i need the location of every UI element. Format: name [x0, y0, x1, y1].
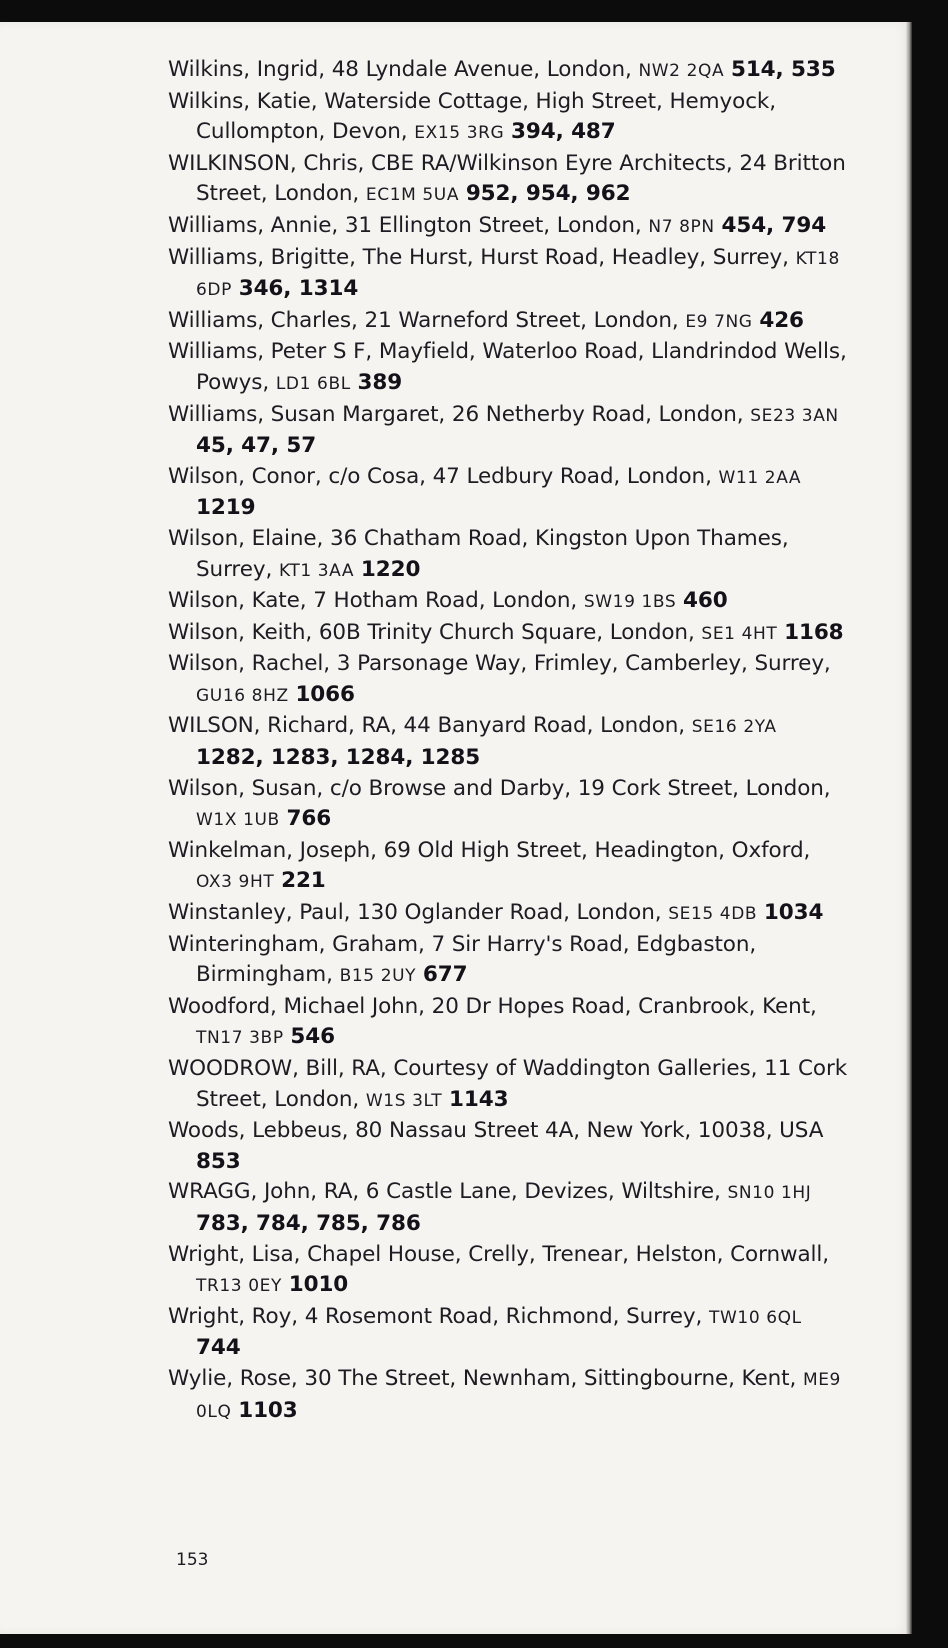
- entry-refs: 426: [759, 307, 804, 333]
- index-entry: [168, 462, 848, 524]
- index-entry: [168, 211, 848, 243]
- entry-name: Williams, Annie,: [168, 212, 339, 238]
- entry-refs: 45, 47, 57: [196, 433, 317, 459]
- entry-postcode: W1X 1UB: [196, 810, 280, 831]
- entry-postcode: EC1M 5UA: [365, 185, 460, 206]
- entry-address: 31 Ellington Street, London,: [344, 212, 642, 238]
- entry-name: Wilkins, Ingrid,: [168, 57, 325, 82]
- index-entry: [168, 1116, 848, 1177]
- page-number: 153: [176, 1550, 209, 1570]
- entry-address: Waterside Cottage, High Street, Hemyock, Cullompton, Devon,: [196, 88, 777, 145]
- entry-postcode: W11 2AA: [718, 467, 802, 488]
- entry-name: Wilson, Kate,: [168, 588, 307, 614]
- entry-postcode: W1S 3LT: [365, 1090, 443, 1111]
- entry-name: Woods, Lebbeus,: [168, 1118, 349, 1144]
- index-entry: [168, 836, 848, 898]
- entry-refs: 744: [196, 1335, 241, 1361]
- index-entry: [168, 1054, 848, 1116]
- entry-name: Wilkins, Katie,: [168, 88, 318, 114]
- entry-refs: 1219: [196, 495, 256, 521]
- index-entry: [168, 243, 848, 306]
- entry-address: c/o Browse and Darby, 19 Cork Street, London,: [329, 775, 831, 801]
- entry-postcode: SE16 2YA: [691, 717, 777, 738]
- entry-address: CBE RA/Wilkinson Eyre Architects, 24 Britton Street, London,: [196, 150, 846, 207]
- entry-address: RA, Courtesy of Waddington Galleries, 11 Cork Street, London,: [196, 1056, 848, 1112]
- index-entry: [168, 711, 848, 773]
- entry-address: 60B Trinity Church Square, London,: [318, 619, 695, 645]
- entry-refs: 1010: [288, 1272, 349, 1298]
- entry-postcode: N7 8PN: [648, 216, 715, 237]
- index-entry: [168, 930, 848, 992]
- entry-postcode: TR13 0EY: [196, 1276, 282, 1297]
- index-entry: [168, 524, 848, 586]
- entry-refs: 546: [290, 1024, 335, 1050]
- entry-address: 69 Old High Street, Headington, Oxford,: [383, 837, 811, 863]
- entry-name: Williams, Brigitte,: [168, 244, 356, 270]
- entry-postcode: SE15 4DB: [668, 904, 758, 925]
- entry-refs: 766: [286, 806, 332, 832]
- entry-name: WILKINSON, Chris,: [168, 150, 365, 176]
- entry-address: 130 Oglander Road, London,: [357, 900, 662, 926]
- index-list: [168, 55, 848, 1427]
- entry-refs: 1168: [784, 619, 844, 645]
- entry-name: Wilson, Keith,: [168, 619, 313, 645]
- index-entry: [168, 618, 848, 650]
- entry-refs: 853: [196, 1148, 241, 1174]
- index-entry: [168, 149, 848, 211]
- entry-postcode: E9 7NG: [685, 311, 753, 332]
- entry-refs: 1282, 1283, 1284, 1285: [196, 745, 481, 771]
- entry-name: Winstanley, Paul,: [168, 900, 351, 926]
- entry-address: 21 Warneford Street, London,: [364, 307, 679, 333]
- entry-address: 20 Dr Hopes Road, Cranbrook, Kent,: [431, 993, 817, 1019]
- entry-name: Wright, Roy,: [168, 1303, 298, 1329]
- entry-name: Wilson, Susan,: [168, 775, 324, 801]
- entry-address: 48 Lyndale Avenue, London,: [331, 57, 632, 82]
- index-entry: [168, 1302, 848, 1364]
- entry-refs: 783, 784, 785, 786: [196, 1210, 421, 1236]
- entry-postcode: B15 2UY: [339, 966, 417, 987]
- entry-postcode: OX3 9HT: [196, 872, 275, 893]
- entry-name: Wylie, Rose,: [168, 1365, 298, 1391]
- entry-refs: 389: [357, 369, 403, 395]
- index-entry: [168, 992, 848, 1054]
- entry-postcode: SW19 1BS: [583, 592, 677, 613]
- entry-name: Woodford, Michael John,: [168, 993, 425, 1019]
- entry-postcode: SN10 1HJ: [727, 1183, 812, 1204]
- entry-address: 3 Parsonage Way, Frimley, Camberley, Surrey,: [336, 651, 831, 677]
- index-entry: [168, 306, 848, 338]
- index-entry: [168, 774, 848, 836]
- entry-address: RA, 44 Banyard Road, London,: [361, 713, 686, 739]
- entry-address: 80 Nassau Street 4A, New York, 10038, USA: [355, 1118, 824, 1144]
- entry-refs: 221: [281, 868, 326, 894]
- entry-name: Wilson, Elaine,: [168, 525, 324, 551]
- entry-refs: 1220: [360, 556, 421, 582]
- entry-name: Wright, Lisa,: [168, 1241, 301, 1267]
- entry-refs: 1143: [448, 1086, 509, 1112]
- entry-postcode: EX15 3RG: [414, 123, 505, 144]
- entry-name: Williams, Susan Margaret,: [168, 401, 446, 427]
- entry-refs: 1034: [763, 900, 824, 926]
- entry-refs: 460: [683, 588, 728, 614]
- entry-address: 4 Rosemont Road, Richmond, Surrey,: [304, 1303, 703, 1329]
- index-entry: [168, 87, 848, 149]
- entry-refs: 1103: [238, 1397, 298, 1423]
- page-edge: [906, 22, 912, 1634]
- entry-postcode: GU16 8HZ: [196, 685, 289, 706]
- index-entry: [168, 898, 848, 930]
- entry-postcode: NW2 2QA: [638, 61, 725, 81]
- entry-name: Winteringham, Graham,: [168, 931, 425, 957]
- entry-refs: 394, 487: [511, 119, 616, 145]
- entry-postcode: LD1 6BL: [275, 373, 351, 394]
- entry-postcode: SE1 4HT: [701, 623, 778, 644]
- entry-address: The Hurst, Hurst Road, Headley, Surrey,: [362, 244, 789, 270]
- entry-name: WRAGG, John,: [168, 1179, 318, 1205]
- entry-address: Mayfield, Waterloo Road, Llandrindod Wells, Powys,: [196, 339, 847, 395]
- entry-postcode: SE23 3AN: [750, 405, 839, 426]
- entry-name: Winkelman, Joseph,: [168, 837, 377, 863]
- entry-name: Williams, Peter S F,: [168, 339, 373, 365]
- entry-address: c/o Cosa, 47 Ledbury Road, London,: [328, 463, 712, 489]
- entry-name: WILSON, Richard,: [168, 713, 355, 739]
- entry-postcode: TN17 3BP: [196, 1028, 284, 1049]
- index-entry: [168, 1364, 848, 1427]
- entry-refs: 952, 954, 962: [465, 181, 631, 207]
- entry-refs: 454, 794: [721, 212, 827, 238]
- entry-refs: 346, 1314: [238, 276, 359, 302]
- entry-postcode: ME9 0LQ: [196, 1369, 841, 1422]
- entry-address: 26 Netherby Road, London,: [451, 401, 744, 427]
- entry-name: Wilson, Rachel,: [168, 651, 331, 677]
- entry-postcode: KT1 3AA: [278, 560, 355, 581]
- entry-postcode: TW10 6QL: [709, 1307, 802, 1328]
- entry-refs: 514, 535: [730, 57, 836, 82]
- entry-name: Williams, Charles,: [168, 307, 358, 333]
- entry-address: Chapel House, Crelly, Trenear, Helston, Cornwall,: [307, 1241, 830, 1267]
- entry-address: 7 Hotham Road, London,: [313, 588, 578, 614]
- index-entry: [168, 586, 848, 618]
- index-entry: [168, 1240, 848, 1302]
- entry-name: Wilson, Conor,: [168, 463, 322, 489]
- index-entry: [168, 649, 848, 711]
- entry-address: 36 Chatham Road, Kingston Upon Thames, Surrey,: [196, 525, 789, 582]
- index-entry: [168, 1177, 848, 1239]
- index-entry: [168, 400, 848, 462]
- entry-name: WOODROW, Bill,: [168, 1056, 345, 1081]
- index-entry: [168, 55, 848, 87]
- entry-refs: 1066: [295, 681, 355, 707]
- entry-postcode: KT18 6DP: [196, 248, 840, 301]
- entry-address: 30 The Street, Newnham, Sittingbourne, Kent,: [304, 1365, 797, 1391]
- entry-address: RA, 6 Castle Lane, Devizes, Wiltshire,: [323, 1179, 721, 1205]
- entry-refs: 677: [422, 962, 468, 988]
- index-entry: [168, 337, 848, 399]
- entry-address: 7 Sir Harry's Road, Edgbaston, Birmingham,: [196, 931, 757, 988]
